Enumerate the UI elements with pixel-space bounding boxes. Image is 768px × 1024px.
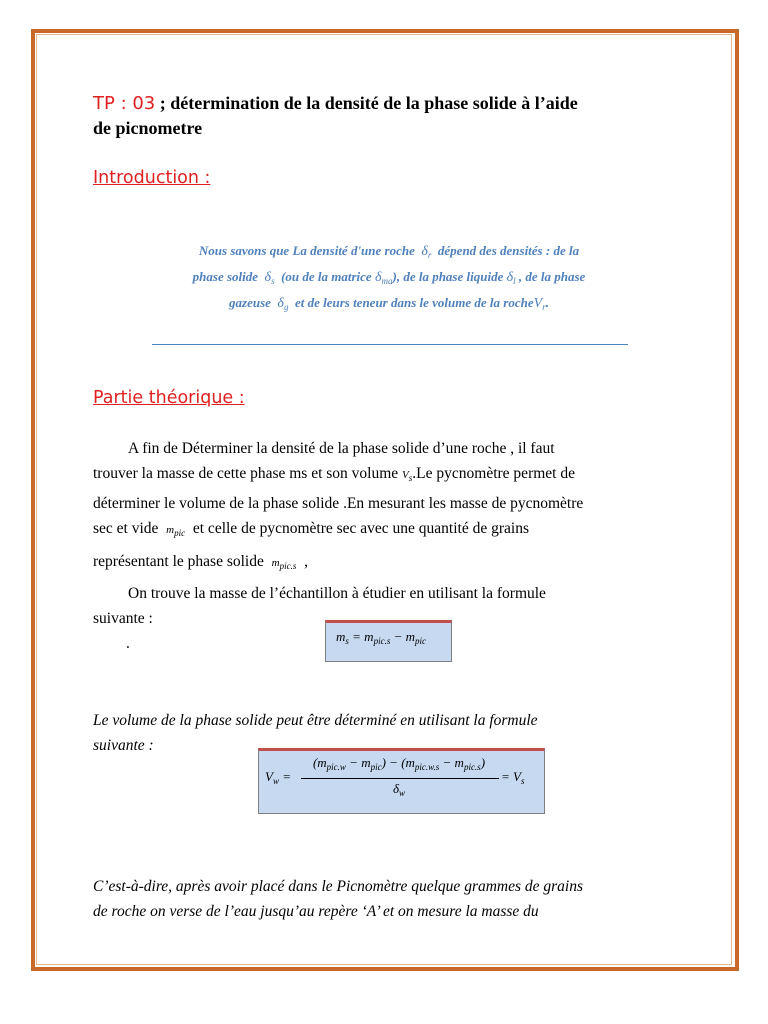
volume-line-2: suivante : [93,737,154,754]
formula-volume-box [258,748,545,814]
title-text: ; détermination de la densité de la phase solide à l’aide [159,93,578,113]
fraction-bar [301,778,499,779]
formula-mass-box [325,620,452,662]
theory-line-1: A fin de Déterminer la densité de la phase solide d’une roche , il faut [128,440,555,457]
formula-mass: $m_s = m_{pic.s} - m_{pic}$ [336,629,426,646]
theory-line-3: déterminer le volume de la phase solide .En mesurant les masse de pycnomètre [93,495,584,512]
tp-number: TP : 03 [93,93,156,114]
formula-volume-rhs: = $V_s$ [501,769,525,786]
theory-line-4b: et celle de pycnomètre sec avec une quantité de grains [192,520,529,537]
introduction-text: Nous savons que La densité d'une roche $\delta_r$ dépend des densités : de la phase solide $\delta_s$ (ou de la matrice $\delta_{ma}$), de la phase liquide $\delta_l$ , de la phase gazeuse $\delta_g$ et de leurs teneur dans le volume de la rocheV$_r$. [192,243,586,312]
theory-line-5b: , [304,553,308,570]
document-title [93,91,693,141]
theory-line-7: suivante : [93,610,153,627]
intro-line1a: Nous savons que La densité d'une roche [198,243,415,258]
final-paragraph [93,874,693,924]
formula-volume-denominator: $\delta_w$ [392,781,406,798]
title-text-2: de picnometre [93,118,203,138]
intro-line2d: , de la phase [518,269,586,284]
theory-line-2b: .Le pycnomètre permet de [412,465,575,482]
intro-line3b: et de leurs teneur dans le volume de la roche [294,295,534,310]
theory-dot: . [126,635,130,652]
theory-line-2a: trouver la masse de cette phase ms et son volume [93,465,399,482]
intro-line2c: ), de la phase liquide [392,269,504,284]
theory-paragraph: A fin de Déterminer la densité de la phase solide d’une roche , il faut trouver la masse de cette phase ms et son volume $V_s.Le$ pycnomètre permet de déterminer le volume de la phase solide .En mesurant les masse de pycnomètre sec et vide $m_{pic}$ et celle de pycnomètre sec avec une quantité de grains représentant le phase solide $m_{pic.s}$ , On trouve la masse de l’échantillon à étudier en utilisant la formule suivante : . [93,440,584,652]
volume-line-1: Le volume de la phase solide peut être déterminé en utilisant la formule [93,712,538,729]
final-line-1: C’est-à-dire, après avoir placé dans le Picnomètre quelque grammes de grains [93,878,584,895]
theory-line-4a: sec et vide [93,520,159,537]
final-line-2: de roche on verse de l’eau jusqu’au repère ‘A’ et on mesure la masse du [93,903,539,920]
intro-line3a: gazeuse [229,295,271,310]
partie-theorique-heading: Partie théorique : [93,388,245,408]
theory-line-6: On trouve la masse de l’échantillon à étudier en utilisant la formule [128,585,546,602]
introduction-heading: Introduction : [93,168,211,188]
intro-line2a: phase solide [192,269,259,284]
theory-line-5a: représentant le phase solide [93,553,264,570]
formula-volume-numerator: $(m_{pic.w} - m_{pic}) - (m_{pic.w.s} - m_{pic.s})$ [312,755,486,772]
intro-line2b: (ou de la matrice [281,269,372,284]
introduction-divider [152,344,628,345]
intro-line1b: dépend des densités : de la [437,243,580,258]
formula-volume-lhs: $V_w$ = [265,769,291,786]
